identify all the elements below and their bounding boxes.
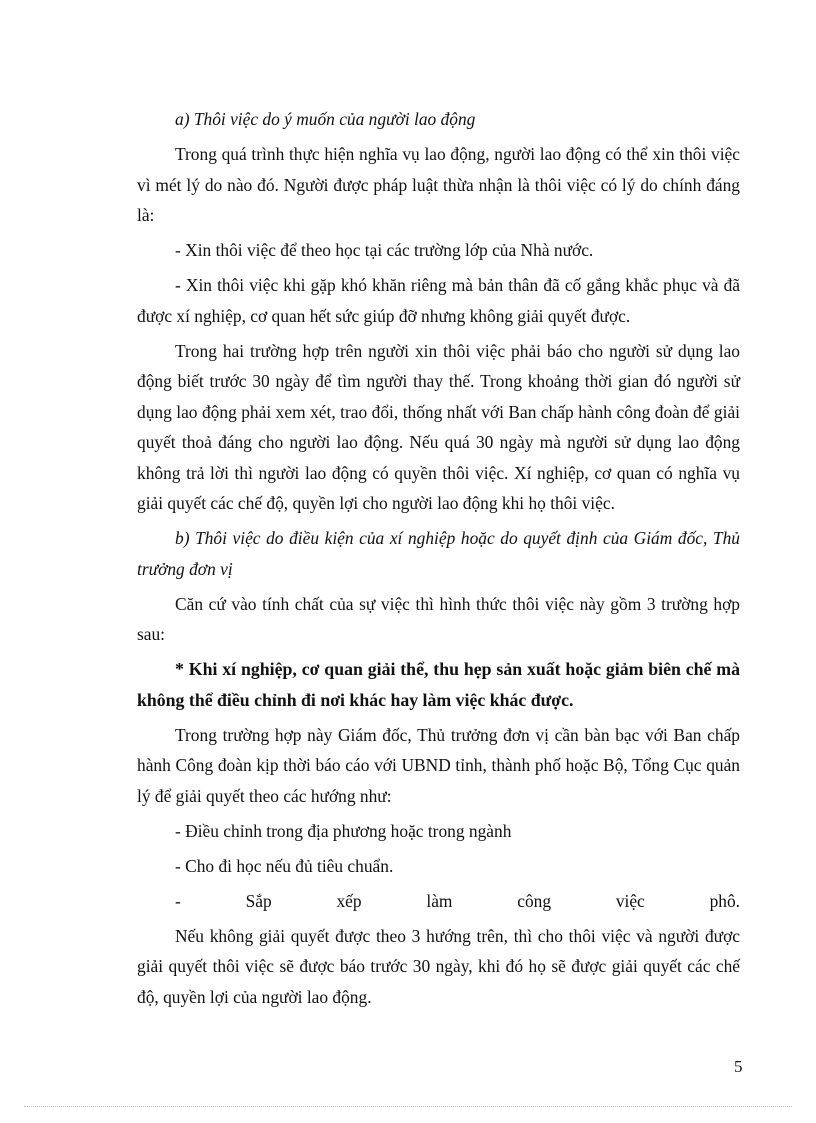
page-number: 5 <box>734 1057 743 1076</box>
bold-case-statement: * Khi xí nghiệp, cơ quan giải thể, thu hẹp sản xuất hoặc giảm biên chế mà không thể điều chỉnh đi nơi khác hay làm việc khác được. <box>137 659 740 710</box>
paragraph: Trong trường hợp này Giám đốc, Thủ trưởng đơn vị cần bàn bạc với Ban chấp hành Công đoàn kịp thời báo cáo với UBND tỉnh, thành phố hoặc Bộ, Tổng Cục quản lý để giải quyết theo các hướng như: <box>137 724 740 806</box>
list-item: - Cho đi học nếu đủ tiêu chuẩn. <box>175 855 394 876</box>
section-heading-a: a) Thôi việc do ý muốn của người lao động <box>175 109 476 129</box>
list-item: - Xin thôi việc khi gặp khó khăn riêng mà bản thân đã cố gắng khắc phục và đã được xí nghiệp, cơ quan hết sức giúp đỡ nhưng không giải quyết được. <box>137 275 740 326</box>
list-item: - Xin thôi việc để theo học tại các trường lớp của Nhà nước. <box>175 240 594 260</box>
word: phô. <box>709 890 740 911</box>
word: xếp <box>336 890 362 911</box>
word: - <box>175 890 181 911</box>
paragraph: Nếu không giải quyết được theo 3 hướng trên, thì cho thôi việc và người được giải quyết thôi việc sẽ được báo trước 30 ngày, khi đó họ sẽ được giải quyết các chế độ, quyền lợi của người lao động. <box>137 925 740 1007</box>
paragraph: Căn cứ vào tính chất của sự việc thì hình thức thôi việc này gồm 3 trường hợp sau: <box>137 593 740 644</box>
footer-divider <box>24 1106 792 1107</box>
document-body <box>137 104 740 1017</box>
word: công <box>517 890 552 911</box>
section-heading-b: b) Thôi việc do điều kiện của xí nghiệp hoặc do quyết định của Giám đốc, Thủ trưởng đơn vị <box>137 528 740 579</box>
paragraph: Trong hai trường hợp trên người xin thôi việc phải báo cho người sử dụng lao động biết trước 30 ngày để tìm người thay thế. Trong khoảng thời gian đó người sử dụng lao động phải xem xét, trao đổi, thống nhất với Ban chấp hành công đoàn để giải quyết thoả đáng cho người lao động. Nếu quá 30 ngày mà người sử dụng lao động không trả lời thì người lao động có quyền thôi việc. Xí nghiệp, cơ quan có nghĩa vụ giải quyết các chế độ, quyền lợi cho người lao động khi họ thôi việc. <box>137 340 740 513</box>
word: Sắp <box>245 890 272 911</box>
word: việc <box>615 890 645 911</box>
word: làm <box>426 890 453 911</box>
list-item: - Điều chỉnh trong địa phương hoặc trong ngành <box>175 820 512 841</box>
list-item-spread <box>137 886 740 917</box>
paragraph: Trong quá trình thực hiện nghĩa vụ lao động, người lao động có thể xin thôi việc vì mét lý do nào đó. Người được pháp luật thừa nhận là thôi việc có lý do chính đáng là: <box>137 144 740 225</box>
